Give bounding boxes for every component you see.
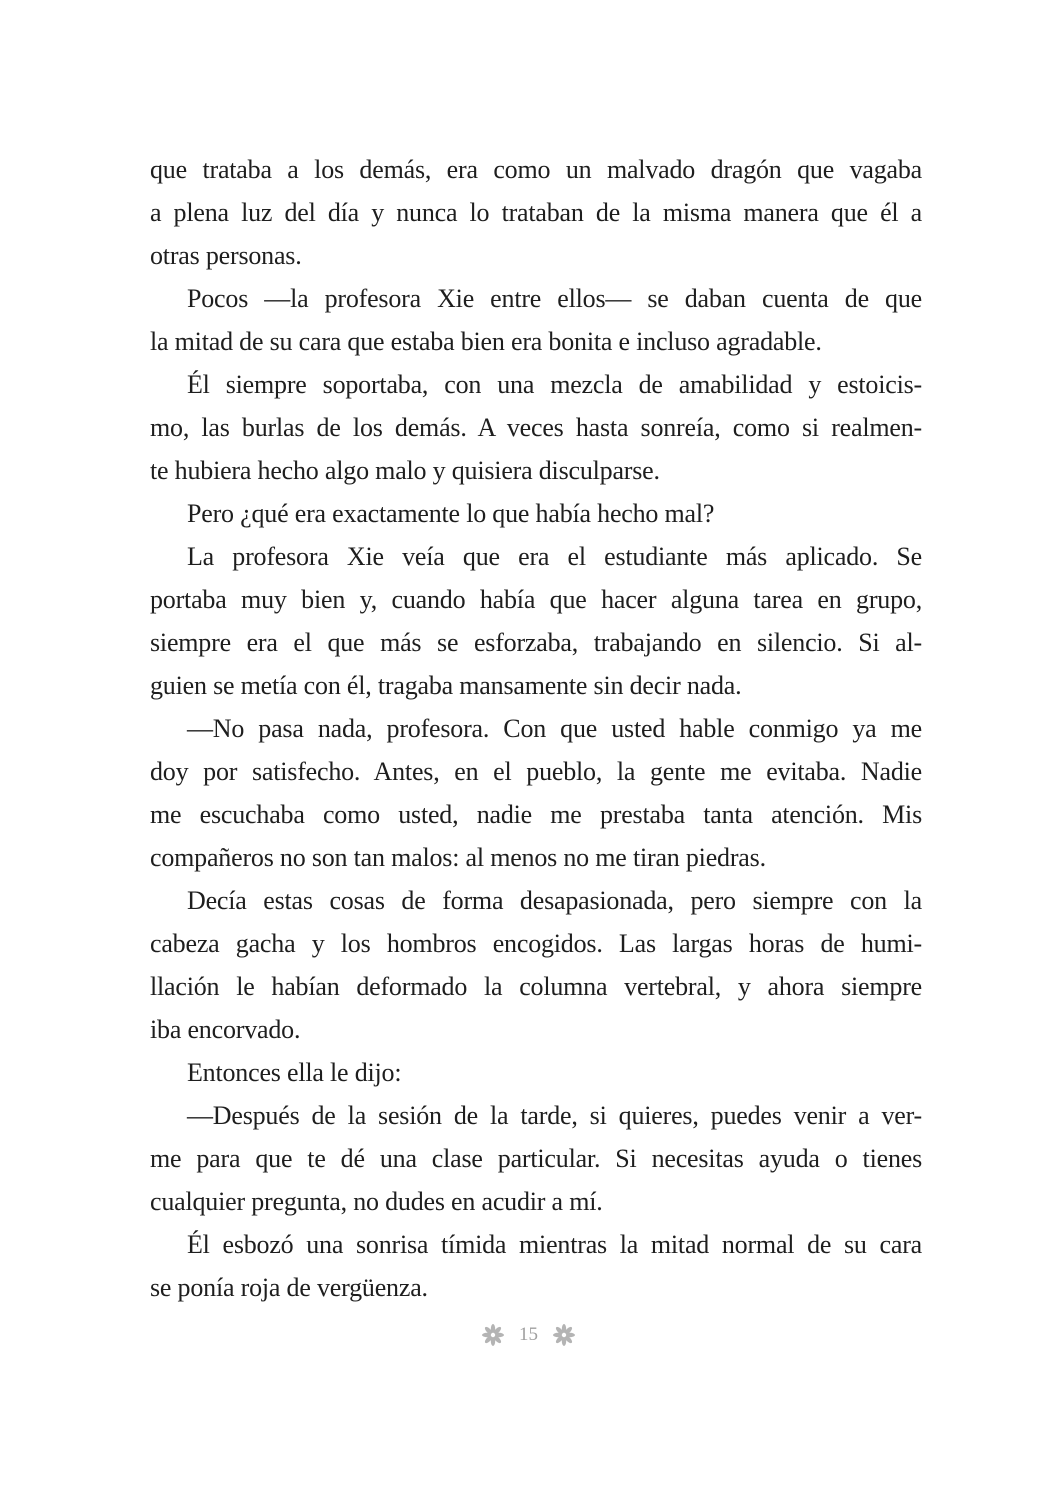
text-line: me para que te dé una clase particular. Si necesitas ayuda o tienes (150, 1144, 922, 1173)
flower-icon (552, 1323, 576, 1347)
text-line: portaba muy bien y, cuando había que hacer alguna tarea en grupo, (150, 585, 922, 614)
text-line: mo, las burlas de los demás. A veces hasta sonreía, como si realmen- (150, 413, 922, 442)
text-line: cualquier pregunta, no dudes en acudir a mí. (150, 1187, 603, 1216)
text-line: te hubiera hecho algo malo y quisiera disculparse. (150, 456, 660, 485)
flower-icon (481, 1323, 505, 1347)
text-line: Decía estas cosas de forma desapasionada, pero siempre con la (187, 886, 922, 915)
text-line: a plena luz del día y nunca lo trataban de la misma manera que él a (150, 198, 922, 227)
text-line: Él siempre soportaba, con una mezcla de amabilidad y estoicis- (187, 370, 922, 399)
text-line: cabeza gacha y los hombros encogidos. Las largas horas de humi- (150, 929, 922, 958)
text-line: guien se metía con él, tragaba mansamente sin decir nada. (150, 671, 742, 700)
text-line: Él esbozó una sonrisa tímida mientras la mitad normal de su cara (187, 1230, 922, 1259)
text-line: —No pasa nada, profesora. Con que usted hable conmigo ya me (187, 714, 922, 743)
text-line: Entonces ella le dijo: (187, 1058, 402, 1087)
text-line: me escuchaba como usted, nadie me prestaba tanta atención. Mis (150, 800, 922, 829)
text-line: Pocos —la profesora Xie entre ellos— se daban cuenta de que (187, 284, 922, 313)
text-line: siempre era el que más se esforzaba, trabajando en silencio. Si al- (150, 628, 922, 657)
text-line: llación le habían deformado la columna vertebral, y ahora siempre (150, 972, 922, 1001)
text-line: se ponía roja de vergüenza. (150, 1273, 428, 1302)
body-text (150, 148, 922, 1309)
text-line: la mitad de su cara que estaba bien era bonita e incluso agradable. (150, 327, 822, 356)
text-line: doy por satisfecho. Antes, en el pueblo, la gente me evitaba. Nadie (150, 757, 922, 786)
text-line: La profesora Xie veía que era el estudiante más aplicado. Se (187, 542, 922, 571)
text-line: compañeros no son tan malos: al menos no me tiran piedras. (150, 843, 766, 872)
text-line: que trataba a los demás, era como un malvado dragón que vagaba (150, 155, 922, 184)
text-line: Pero ¿qué era exactamente lo que había hecho mal? (187, 499, 715, 528)
page-number: 15 (519, 1324, 538, 1345)
text-line: —Después de la sesión de la tarde, si quieres, puedes venir a ver- (187, 1101, 922, 1130)
page-footer (0, 1323, 1057, 1347)
text-line: otras personas. (150, 241, 302, 270)
text-line: iba encorvado. (150, 1015, 301, 1044)
